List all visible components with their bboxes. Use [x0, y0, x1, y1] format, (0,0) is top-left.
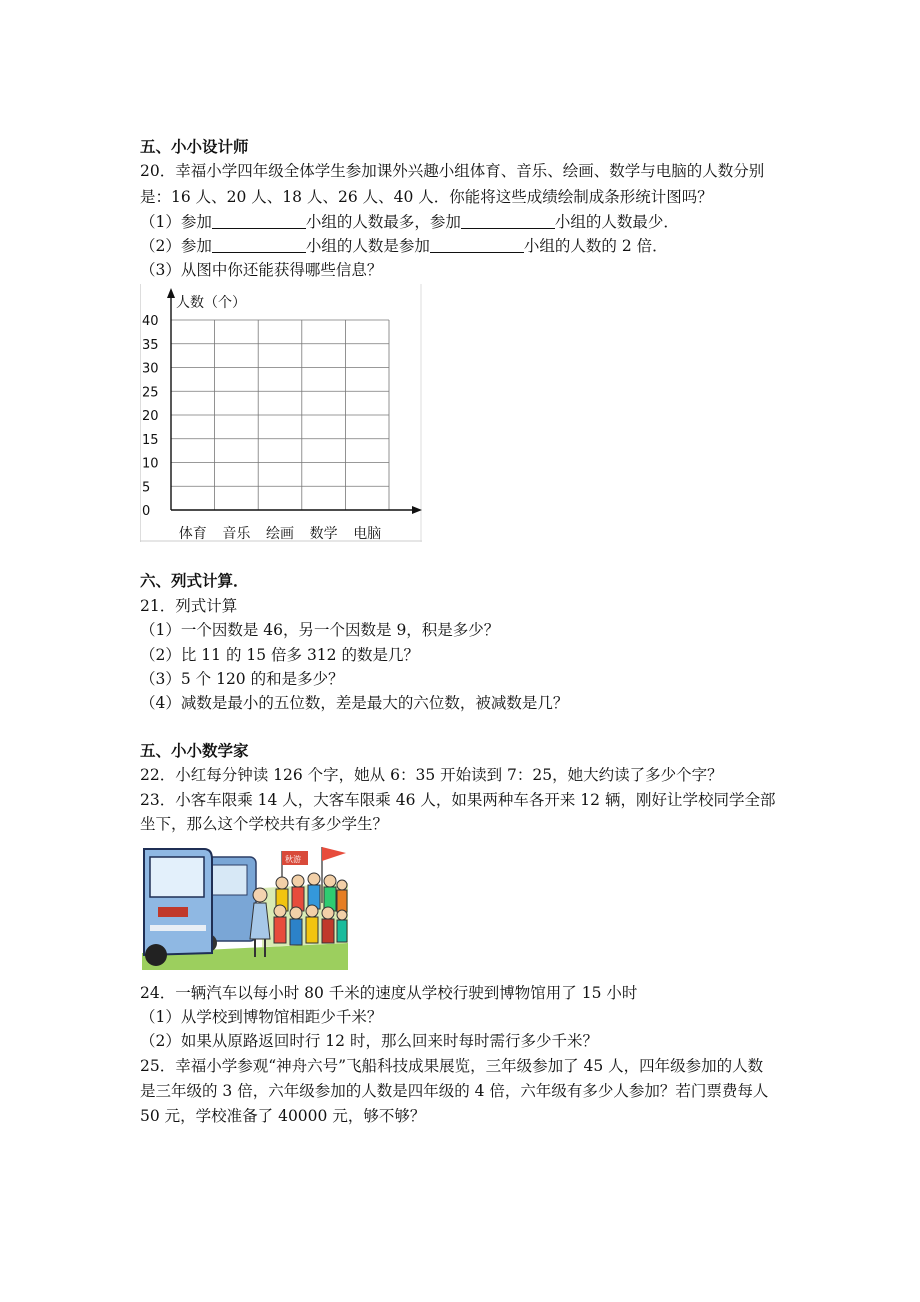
y-tick-label: 10 [142, 456, 159, 472]
teacher-head [253, 888, 267, 902]
q22-text: 22．小红每分钟读 126 个字，她从 6：35 开始读到 7：25，她大约读了多少个字？ [140, 766, 723, 784]
x-category-label: 数学 [309, 526, 338, 542]
q24-part1: （1）从学校到博物馆相距少千米？ [140, 1008, 383, 1026]
x-category-label: 绘画 [266, 526, 294, 542]
bus-plate [158, 907, 188, 917]
bus-wheel [145, 944, 167, 966]
q21-part3: （3）5 个 120 的和是多少？ [140, 670, 344, 688]
answer-blank[interactable] [461, 213, 555, 229]
q20-text-line1: 20．幸福小学四年级全体学生参加课外兴趣小组体育、音乐、绘画、数学与电脑的人数分别 [140, 162, 765, 180]
y-tick-label: 30 [142, 361, 159, 377]
y-tick-label: 15 [142, 432, 159, 448]
q20-part2-c: 小组的人数的 2 倍． [523, 237, 668, 255]
x-category-label: 电脑 [353, 526, 382, 542]
section-heading-designer: 五、小小设计师 [140, 137, 249, 156]
q23-text-line1: 23．小客车限乘 14 人，大客车限乘 46 人，如果两种车各开来 12 辆，刚好让学校同学全部 [140, 791, 776, 809]
q21-part4: （4）减数是最小的五位数，差是最大的六位数，被减数是几？ [140, 694, 569, 712]
q25-text-line2: 是三年级的 3 倍，六年级参加的人数是四年级的 4 倍，六年级有多少人参加？若门票费每人 [140, 1082, 769, 1100]
q20-part2-a: （2）参加 [140, 237, 212, 255]
answer-blank[interactable] [212, 213, 306, 229]
q25-text-line3: 50 元，学校准备了 40000 元，够不够？ [140, 1107, 426, 1125]
answer-blank[interactable] [212, 237, 306, 253]
flag-text: 秋游 [285, 855, 301, 864]
q23-text-line2: 坐下，那么这个学校共有多少学生？ [140, 815, 389, 833]
q25-text-line1: 25．幸福小学参观“神舟六号”飞船科技成果展览，三年级参加了 45 人，四年级参加的人数 [140, 1057, 764, 1075]
q20-part3: （3）从图中你还能获得哪些信息？ [140, 261, 383, 279]
y-tick-label: 20 [142, 409, 159, 424]
y-tick-label: 0 [142, 504, 151, 519]
y-tick-label: 25 [142, 385, 159, 401]
q24-part2: （2）如果从原路返回时行 12 时，那么回来时每时需行多少千米？ [140, 1032, 598, 1050]
x-category-label: 音乐 [222, 526, 251, 542]
y-tick-label: 35 [142, 337, 159, 353]
q20-part1-b: 小组的人数最多，参加 [305, 213, 461, 231]
section-heading-calc: 六、列式计算． [140, 571, 249, 590]
q20-part1 [140, 211, 679, 233]
section-heading-mathematician: 五、小小数学家 [140, 741, 249, 760]
y-tick-label: 5 [142, 480, 151, 496]
y-axis-label: 人数（个） [176, 295, 246, 311]
q20-part1-a: （1）参加 [140, 213, 212, 231]
q21-part1: （1）一个因数是 46，另一个因数是 9，积是多少？ [140, 621, 500, 639]
q20-text-line2: 是：16 人、20 人、18 人、26 人、40 人．你能将这些成绩绘制成条形统计图吗？ [140, 188, 713, 206]
q21-part2: （2）比 11 的 15 倍多 312 的数是几？ [140, 646, 419, 664]
q20-part2-b: 小组的人数是参加 [305, 237, 430, 255]
q20-part2 [140, 235, 668, 257]
answer-blank[interactable] [430, 237, 524, 253]
y-tick-label: 40 [142, 314, 159, 329]
teacher-body [250, 903, 270, 939]
q21-title: 21．列式计算 [140, 597, 238, 615]
y-axis-arrow [167, 288, 175, 298]
q24-text: 24．一辆汽车以每小时 80 千米的速度从学校行驶到博物馆用了 15 小时 [140, 984, 638, 1002]
x-category-label: 体育 [178, 526, 207, 542]
buses-students-illustration [142, 843, 348, 970]
bar-chart-grid [140, 284, 422, 542]
q20-part1-c: 小组的人数最少． [554, 213, 679, 231]
